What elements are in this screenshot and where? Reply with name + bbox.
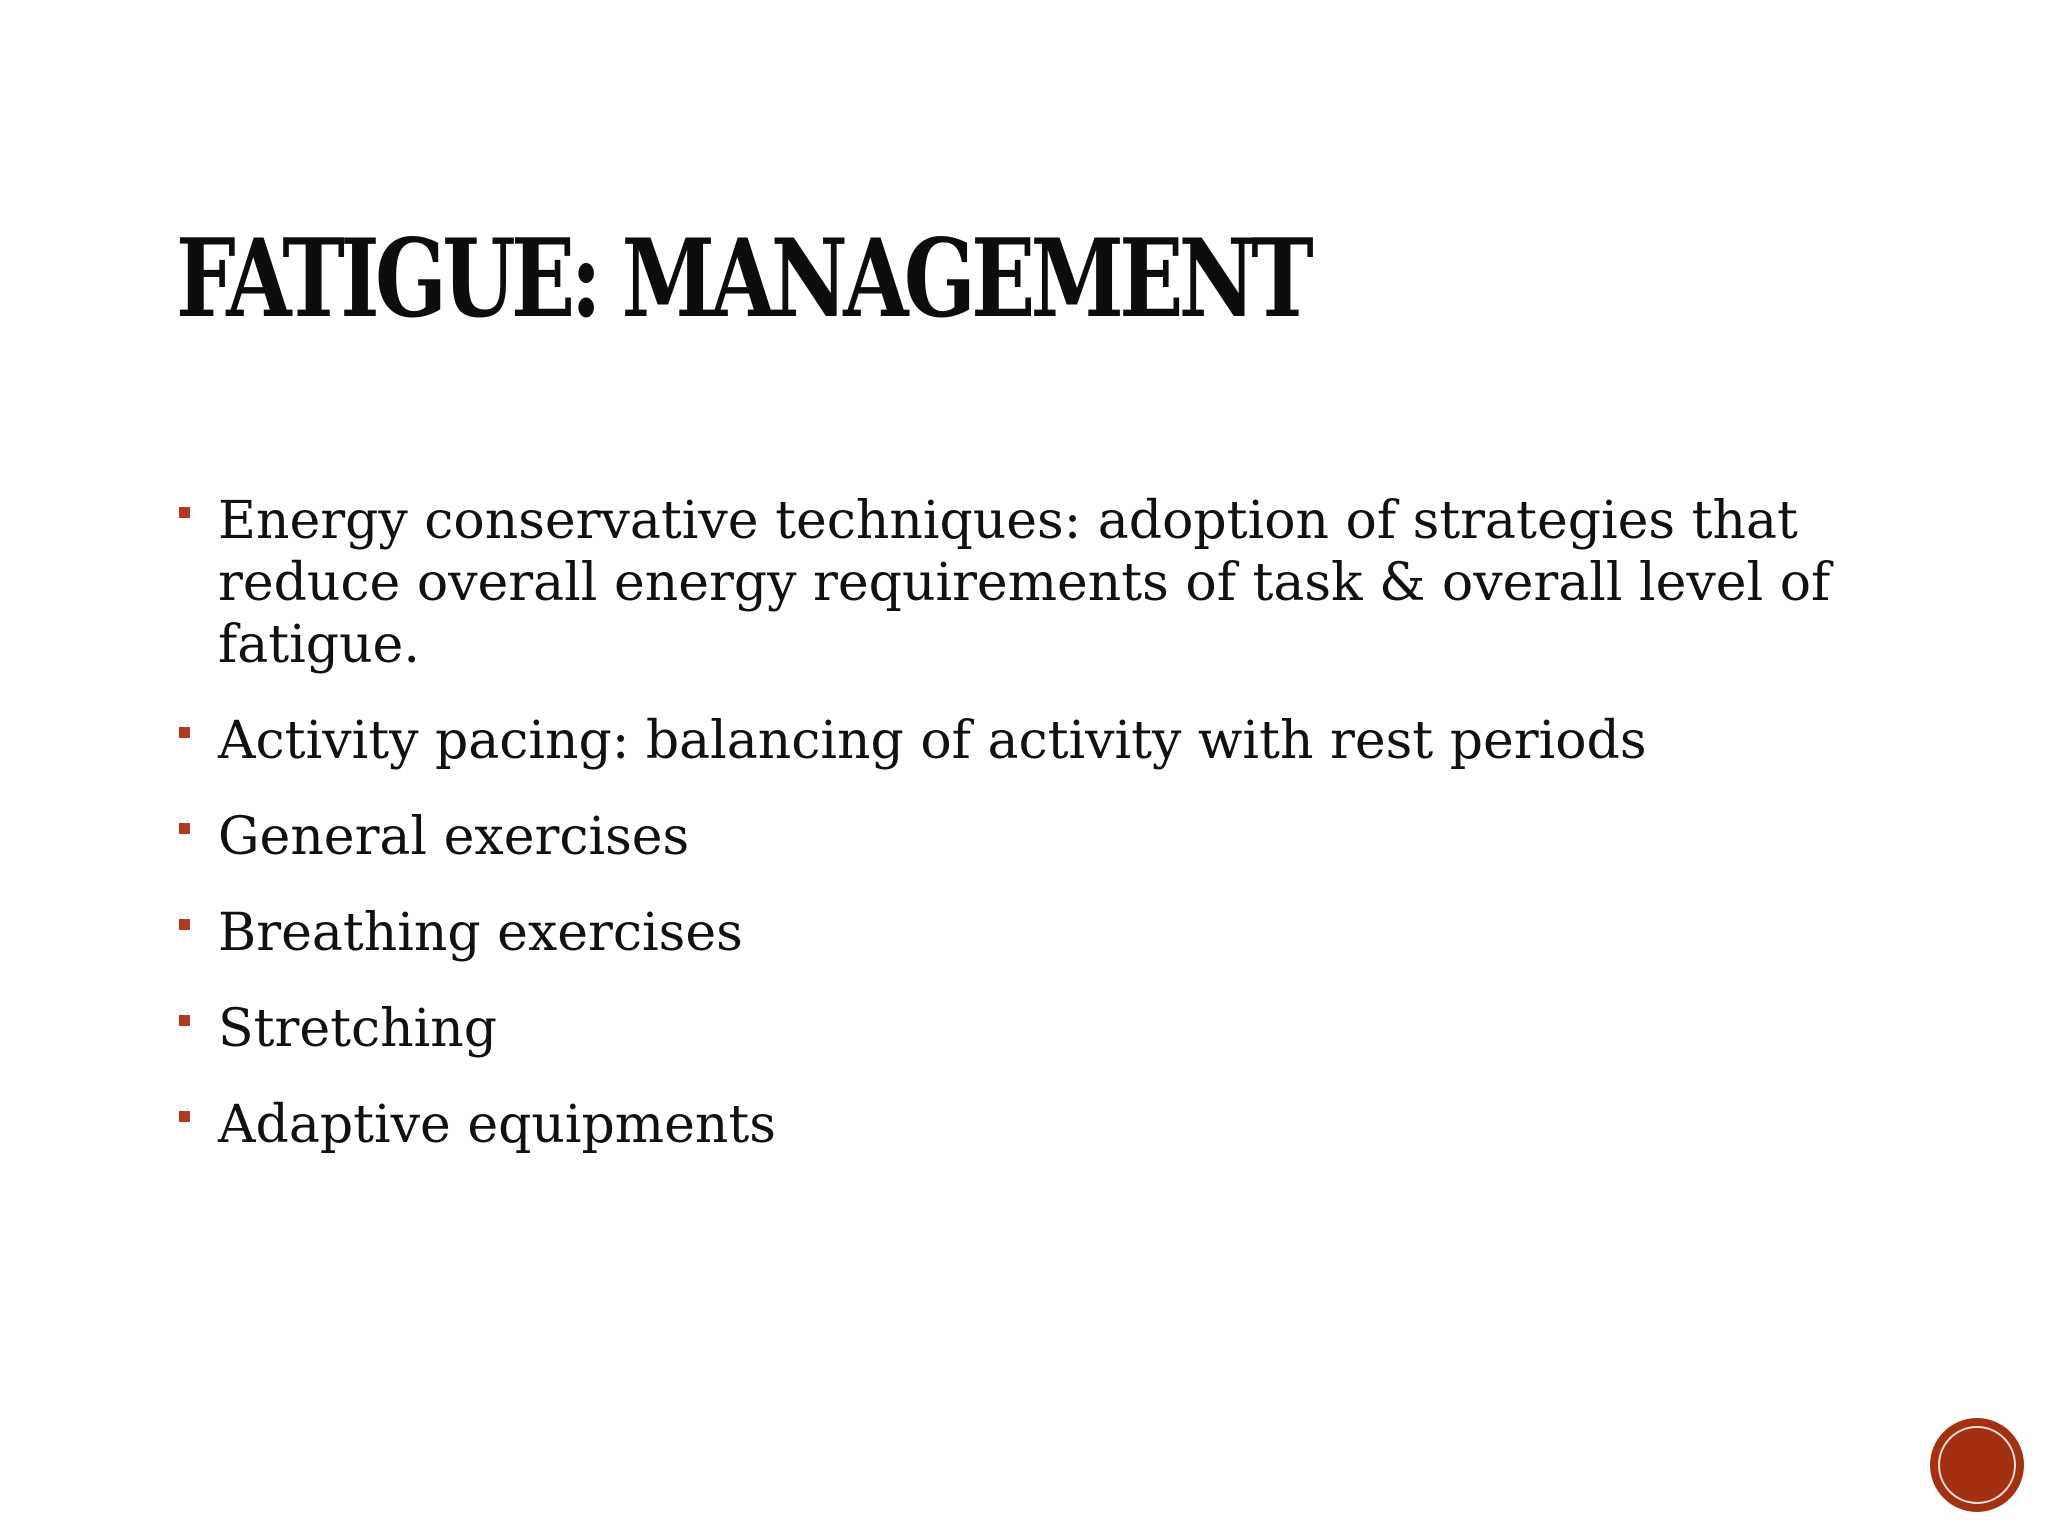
bullet-item: [176, 1094, 1876, 1156]
bullet-text: General exercises: [218, 807, 690, 867]
square-bullet-icon: [179, 1015, 190, 1026]
bullet-item: [176, 806, 1876, 868]
slide-title: FATIGUE: MANAGEMENT: [176, 216, 1310, 342]
square-bullet-icon: [179, 823, 190, 834]
bullet-text: Activity pacing: balancing of activity with rest periods: [218, 711, 1647, 771]
bullet-text: Adaptive equipments: [218, 1095, 776, 1155]
badge-ring-icon: [1938, 1426, 2016, 1504]
bullet-item: [176, 710, 1876, 772]
square-bullet-icon: [179, 507, 190, 518]
bullet-item: [176, 998, 1876, 1060]
slide-number-badge: [1932, 1420, 2022, 1510]
bullet-text: Energy conservative techniques: adoption of strategies that reduce overall energy requirements of task & overall level of fatigue.: [218, 491, 1831, 675]
bullet-text: Stretching: [218, 999, 498, 1059]
bullet-text: Breathing exercises: [218, 903, 743, 963]
bullet-item: [176, 490, 1876, 676]
square-bullet-icon: [179, 727, 190, 738]
bullet-list: [176, 490, 1876, 1190]
square-bullet-icon: [179, 1111, 190, 1122]
square-bullet-icon: [179, 919, 190, 930]
bullet-item: [176, 902, 1876, 964]
